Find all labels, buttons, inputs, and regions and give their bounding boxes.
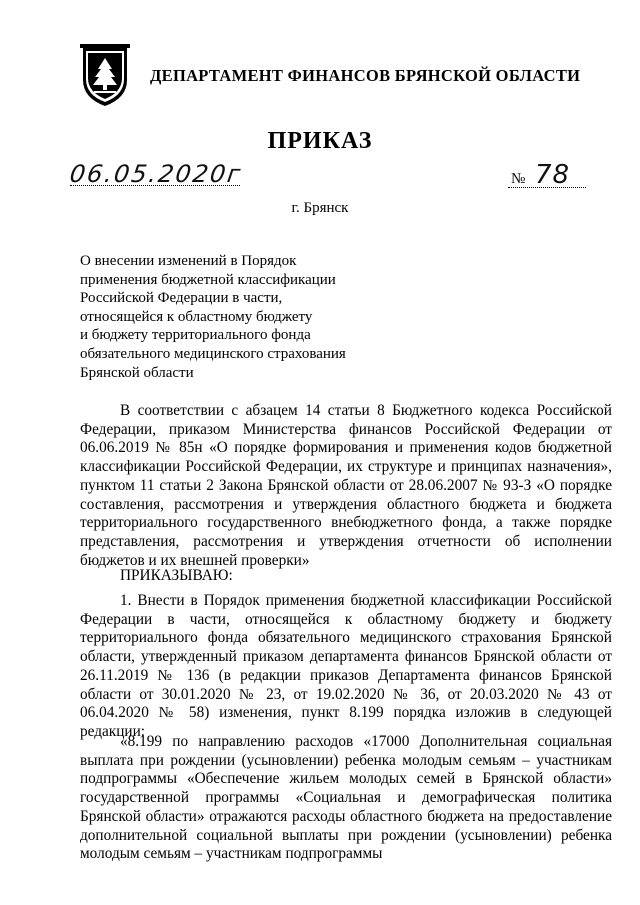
document-city: г. Брянск [291, 200, 349, 216]
department-name: ДЕПАРТАМЕНТ ФИНАНСОВ БРЯНСКОЙ ОБЛАСТИ [150, 66, 581, 85]
date-underline [70, 185, 240, 186]
item-1-text-paragraph: «8.199 по направлению расходов «17000 Дополнительная социальная выплата при рождении (усыновлении) ребенка молодым семьям – участникам подпрограммы «Обеспечение жильем молодых семей в Брянской области» государственной программы «Социальная и демографическая политика Брянской области» отражаются расходы областного бюджета на предоставление дополнительной социальной выплаты при рождении (усыновлении) ребенка молодым семьям – участникам подпрограммы [80, 733, 612, 863]
document-title: ПРИКАЗ [267, 128, 373, 154]
bryansk-coat-of-arms-icon [80, 44, 130, 108]
order-word: ПРИКАЗЫВАЮ: [120, 567, 233, 584]
subject-line: и бюджету территориального фонда [80, 327, 311, 344]
subject-line: относящейся к областному бюджету [80, 308, 313, 325]
subject-line: обязательного медицинского страхования [80, 345, 346, 362]
number-underline [508, 187, 586, 188]
document-number: 78 [535, 160, 571, 190]
subject-line: Российской Федерации в части, [80, 290, 283, 307]
subject-line: Брянской области [80, 364, 194, 381]
preamble-paragraph: В соответствии с абзацем 14 статьи 8 Бюджетного кодекса Российской Федерации, приказом Министерства финансов Российской Федерации от 06.06.2019 № 85н «О порядке формирования и применения кодов бюджетной классификации Российской Федерации, их структуре и принципах назначения», пунктом 11 статьи 2 Закона Брянской области от 28.06.2007 № 93-З «О порядке составления, рассмотрения и утверждения областного бюджета и бюджета территориального государственного внебюджетного фонда, а также порядке представления, рассмотрения и утверждения отчетности об исполнении бюджетов и их внешней проверки» [80, 402, 612, 569]
document-subject [80, 252, 380, 382]
item-1-paragraph: 1. Внести в Порядок применения бюджетной классификации Российской Федерации в части, относящейся к областному бюджету и бюджету территориального фонда обязательного медицинского страхования Брянской области, утвержденный приказом департамента финансов Брянской области от 26.11.2019 № 136 (в редакции приказов Департамента финансов Брянской области от 30.01.2020 № 23, от 19.02.2020 № 36, от 20.03.2020 № 43 от 06.04.2020 № 58) изменения, пункт 8.199 порядка изложив в следующей редакции: [80, 592, 612, 740]
subject-line: О внесении изменений в Порядок [80, 253, 297, 269]
subject-line: применения бюджетной классификации [80, 271, 336, 288]
number-label: № [511, 171, 526, 187]
document-date: 06.05.2020г [68, 160, 244, 188]
